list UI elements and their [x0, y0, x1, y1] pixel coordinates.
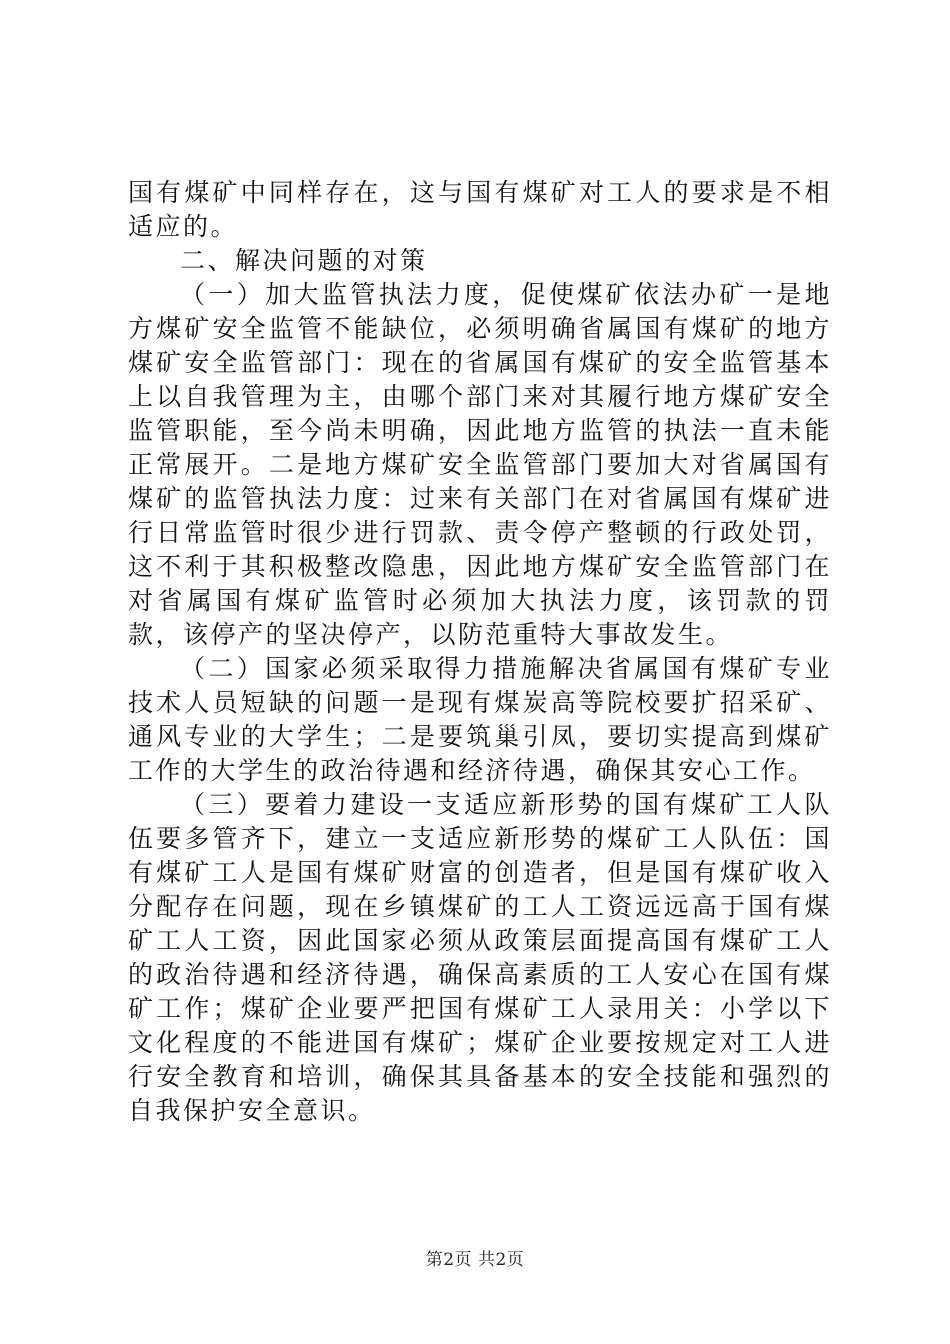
paragraph-measure-1: （一）加大监管执法力度，促使煤矿依法办矿一是地方煤矿安全监管不能缺位，必须明确省属国有煤矿的地方煤矿安全监管部门：现在的省属国有煤矿的安全监管基本上以自我管理为主，由哪个部门来对其履行地方煤矿安全监管职能，至今尚未明确，因此地方监管的执法一直未能正常展开。二是地方煤矿安全监管部门要加大对省属国有煤矿的监管执法力度：过来有关部门在对省属国有煤矿进行日常监管时很少进行罚款、责令停产整顿的行政处罚，这不利于其积极整改隐患，因此地方煤矿安全监管部门在对省属国有煤矿监管时必须加大执法力度，该罚款的罚款，该停产的坚决停产，以防范重特大事故发生。: [128, 280, 832, 649]
document-body: [128, 176, 832, 1128]
paragraph-measure-2: （二）国家必须采取得力措施解决省属国有煤矿专业技术人员短缺的问题一是现有煤炭高等院校要扩招采矿、通风专业的大学生；二是要筑巢引凤，要切实提高到煤矿工作的大学生的政治待遇和经济待遇，确保其安心工作。: [128, 654, 832, 785]
paragraph-continuation: 国有煤矿中同样存在，这与国有煤矿对工人的要求是不相适应的。: [128, 178, 832, 241]
section-heading: 二、解决问题的对策: [180, 246, 428, 275]
page-number-footer: 第2页 共2页: [425, 1250, 525, 1270]
paragraph-measure-3: （三）要着力建设一支适应新形势的国有煤矿工人队伍要多管齐下，建立一支适应新形势的煤矿工人队伍：国有煤矿工人是国有煤矿财富的创造者，但是国有煤矿收入分配存在问题，现在乡镇煤矿的工人工资远远高于国有煤矿工人工资，因此国家必须从政策层面提高国有煤矿工人的政治待遇和经济待遇，确保高素质的工人安心在国有煤矿工作；煤矿企业要严把国有煤矿工人录用关：小学以下文化程度的不能进国有煤矿；煤矿企业要按规定对工人进行安全教育和培训，确保其具备基本的安全技能和强烈的自我保护安全意识。: [128, 790, 832, 1125]
